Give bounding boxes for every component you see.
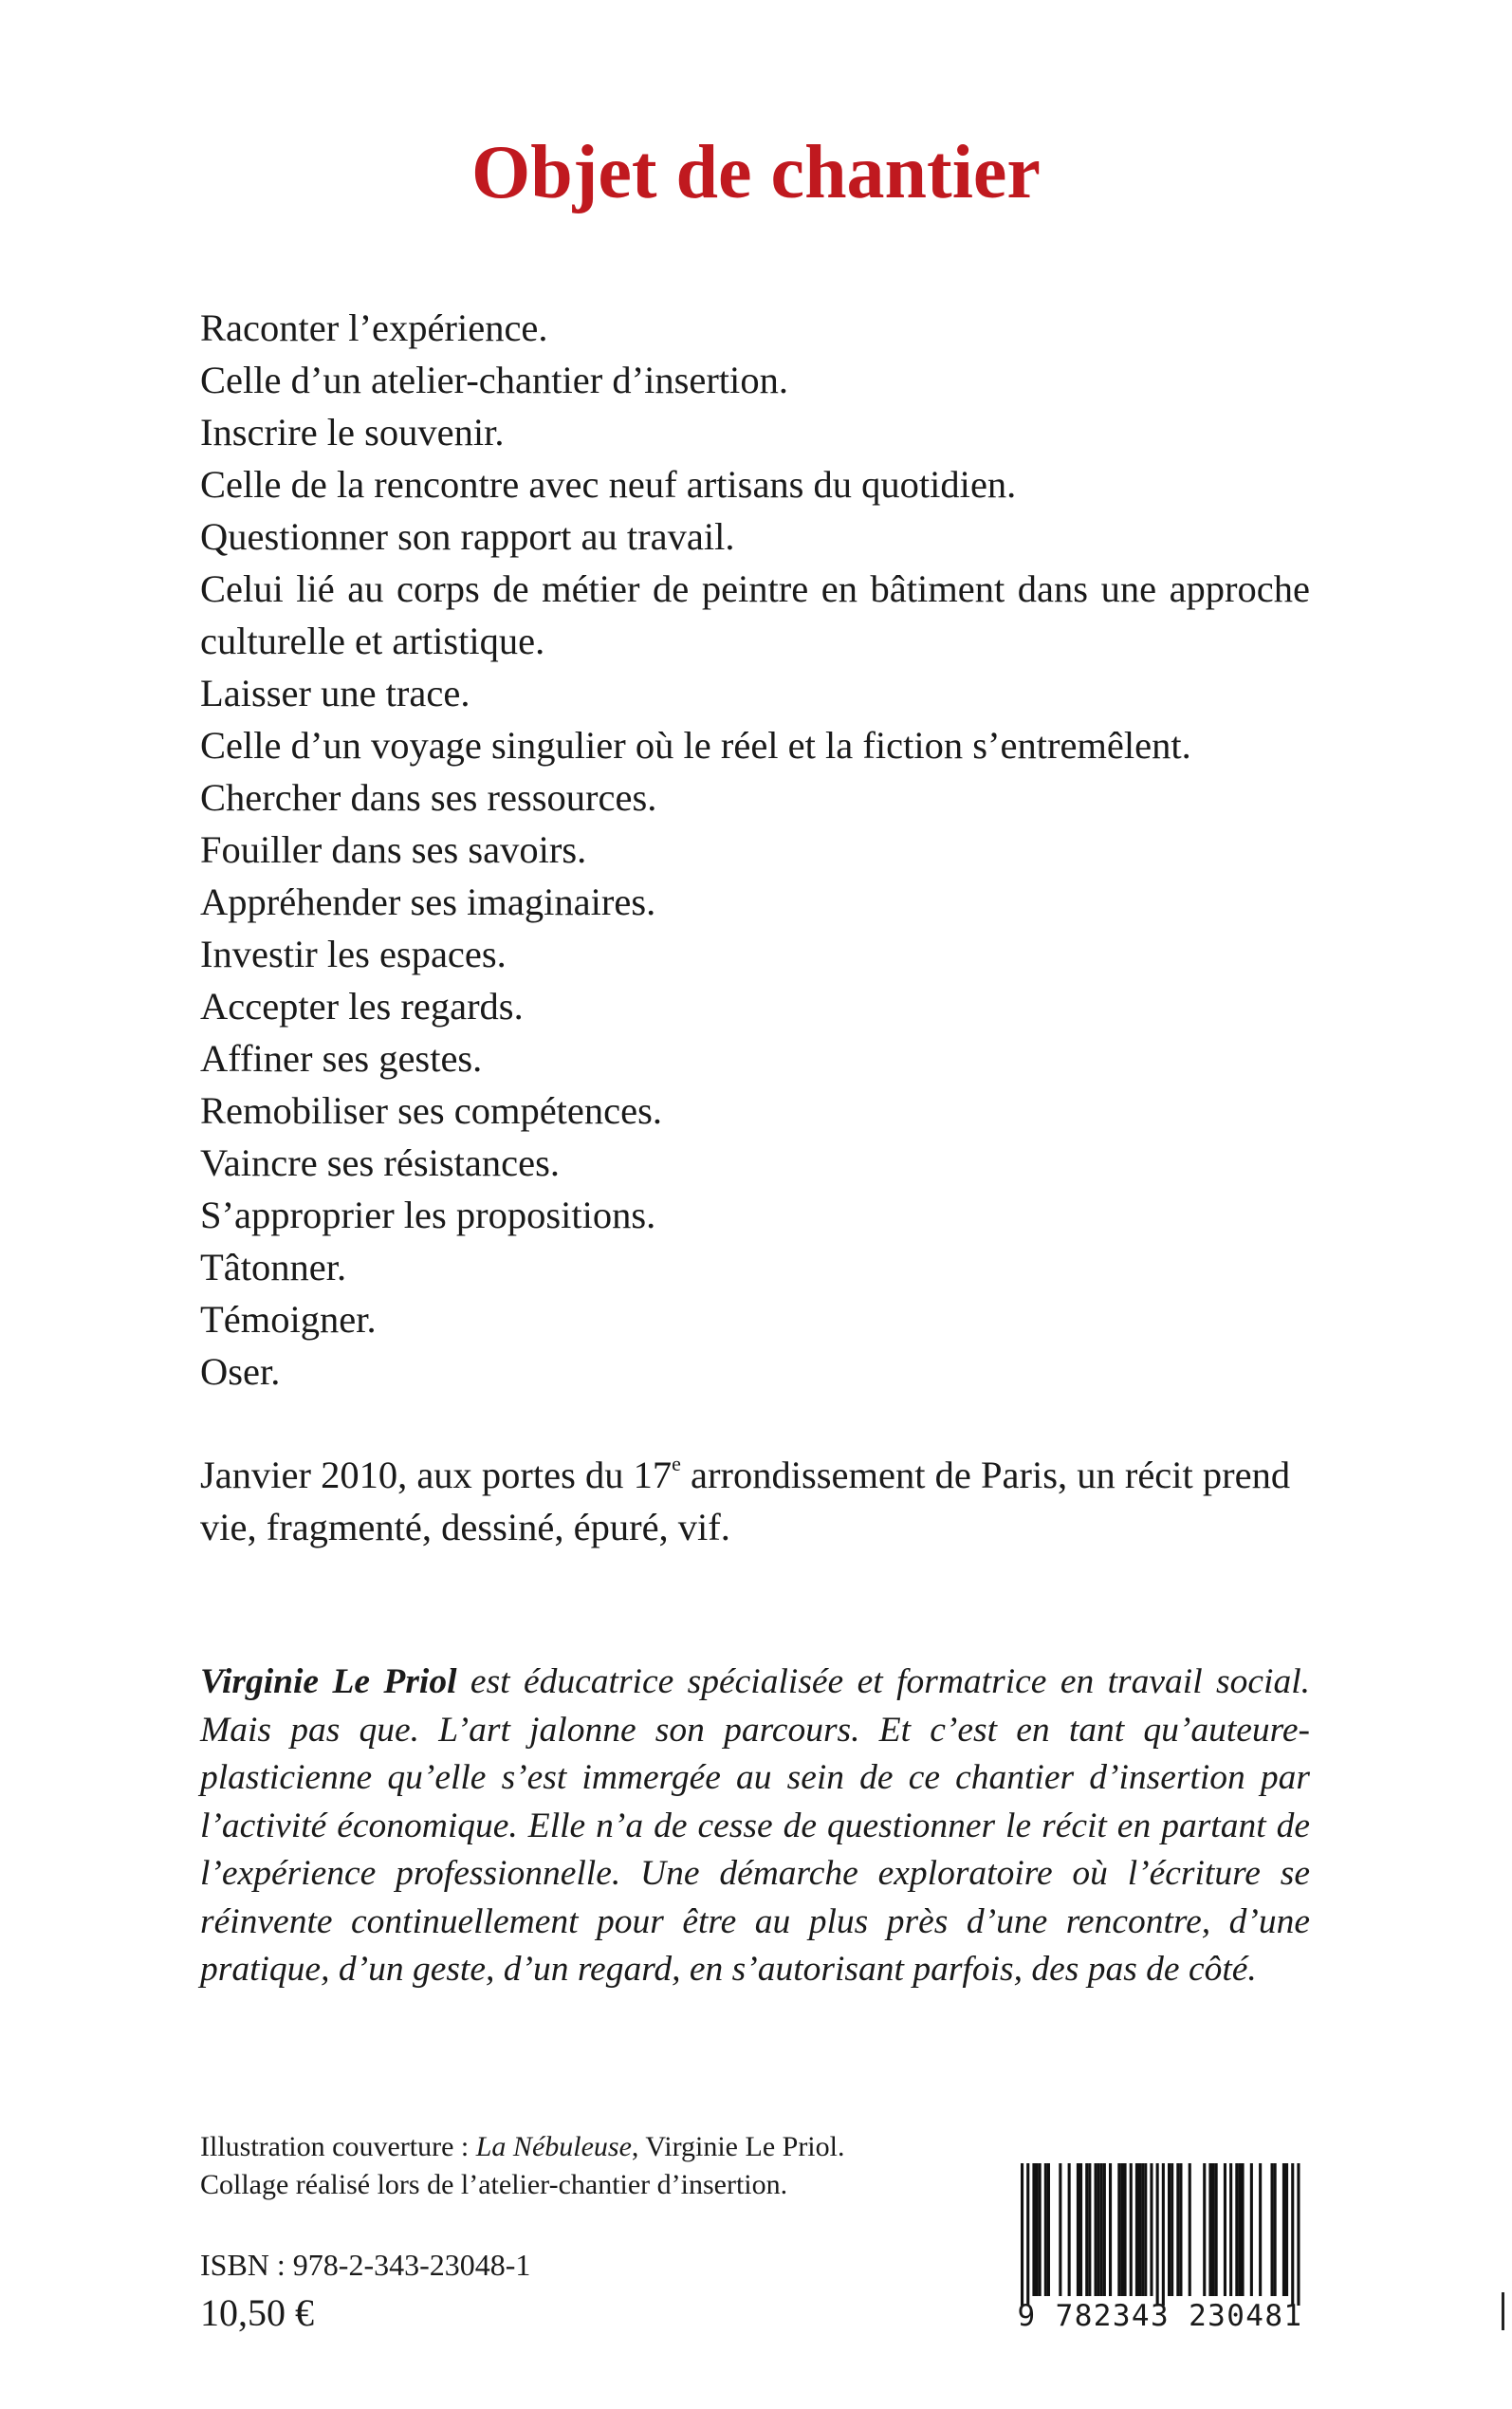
author-bio [200, 1659, 1310, 1994]
barcode-bar [1150, 2163, 1152, 2296]
barcode-bar [1168, 2163, 1171, 2296]
poem-line: S’approprier les propositions. [200, 1194, 656, 1236]
poem-line: Affiner ses gestes. [200, 1037, 483, 1080]
barcode-bar [1059, 2163, 1061, 2296]
author-name: Virginie Le Priol [200, 1662, 457, 1701]
barcode-bar [1285, 2163, 1288, 2296]
barcode-bar [1135, 2163, 1138, 2296]
poem-line: Appréhender ses imaginaires. [200, 880, 656, 923]
barcode-bar [1171, 2163, 1173, 2296]
credit-label: Illustration couverture : [200, 2131, 476, 2162]
barcode-bar [1077, 2163, 1079, 2296]
barcode-bar [1224, 2163, 1226, 2296]
barcode-bar [1250, 2163, 1253, 2296]
isbn: ISBN : 978-2-343-23048-1 [200, 2248, 531, 2282]
poem-line: Vaincre ses résistances. [200, 1141, 560, 1184]
poem-line: Inscrire le souvenir. [200, 411, 505, 454]
barcode-bar [1242, 2163, 1245, 2296]
barcode-bar [1109, 2163, 1112, 2296]
barcode-bar [1124, 2163, 1127, 2296]
barcode-bar [1032, 2163, 1035, 2296]
barcode-bar [1026, 2163, 1029, 2306]
ordinal-superscript: e [672, 1451, 681, 1475]
barcode-bar [1297, 2163, 1300, 2306]
barcode-bar [1138, 2163, 1141, 2296]
poem-line: Questionner son rapport au travail. [200, 515, 735, 558]
barcode-bar [1100, 2163, 1103, 2296]
poem-line: Chercher dans ses ressources. [200, 776, 657, 819]
cover-credits [200, 2128, 940, 2204]
barcode-bar [1120, 2163, 1123, 2296]
price: 10,50 € [200, 2291, 314, 2334]
barcode-bar [1291, 2163, 1294, 2306]
barcode-digits: 9 782343 230481 [1017, 2299, 1303, 2333]
barcode-bar [1229, 2163, 1232, 2296]
barcode-bar [1021, 2163, 1023, 2306]
barcode-bar [1274, 2163, 1277, 2296]
poem-line: Laisser une trace. [200, 672, 470, 714]
barcode-bar [1097, 2163, 1100, 2296]
barcode-bar [1238, 2163, 1241, 2296]
book-title: Objet de chantier [471, 131, 1041, 214]
barcode-bar [1036, 2163, 1039, 2296]
poem-line: Celui lié au corps de métier de peintre en bâtiment dans une approche culturelle et artistique. [200, 567, 1310, 662]
edge-mark [1502, 2292, 1504, 2330]
barcode-bar [1044, 2163, 1047, 2296]
poem-line: Accepter les regards. [200, 985, 524, 1028]
poem-line: Raconter l’expérience. [200, 306, 548, 349]
barcode-bar [1141, 2163, 1144, 2296]
poem-line: Témoigner. [200, 1298, 377, 1341]
barcode-bar [1144, 2163, 1147, 2296]
author-bio-text: est éducatrice spécialisée et formatrice en travail social. Mais pas que. L’art jalonne son parcours. Et c’est en tant qu’auteure-plasticienne qu’elle s’est immergée au sein de ce chantier d’insertion par l’activité économique. Elle n’a de cesse de questionner le récit en partant de l’expérience professionnelle. Une démarche exploratoire où l’écriture se réinvente continuellement pour être au plus près d’une rencontre, d’une pratique, d’un geste, d’un regard, en s’autorisant parfois, des pas de côté. [200, 1662, 1310, 1989]
barcode-bar [1079, 2163, 1082, 2296]
barcode-bar [1203, 2163, 1206, 2296]
barcode-bar [1235, 2163, 1238, 2296]
blurb-poem [200, 302, 1310, 1398]
barcode-bar [1039, 2163, 1042, 2296]
poem-line: Tâtonner. [200, 1246, 347, 1288]
credit-line-collage: Collage réalisé lors de l’atelier-chantier d’insertion. [200, 2169, 788, 2200]
poem-line: Remobiliser ses compétences. [200, 1089, 662, 1132]
barcode-bar [1068, 2163, 1071, 2296]
barcode-bar [1117, 2163, 1120, 2296]
barcode-bar [1212, 2163, 1215, 2296]
barcode-bar [1176, 2163, 1179, 2296]
barcode-bar [1179, 2163, 1182, 2296]
barcode-bar [1282, 2163, 1285, 2296]
barcode-bar [1259, 2163, 1262, 2296]
credit-line-illustration [200, 2128, 940, 2166]
barcode-bar [1208, 2163, 1211, 2296]
barcode-bar [1047, 2163, 1050, 2296]
barcode-bar [1162, 2163, 1165, 2306]
poem-line: Celle d’un voyage singulier où le réel et la fiction s’entremêlent. [200, 724, 1191, 767]
barcode-bar [1215, 2163, 1218, 2296]
barcode-bar [1103, 2163, 1106, 2296]
credit-work-title: La Nébuleuse [475, 2131, 632, 2162]
barcode-bar [1156, 2163, 1159, 2306]
poem-line: Oser. [200, 1350, 281, 1393]
context-text-start: Janvier 2010, aux portes du 17 [200, 1454, 673, 1496]
poem-line: Investir les espaces. [200, 933, 507, 975]
context-paragraph [200, 1449, 1310, 1553]
context-text-end: arrondissement de Paris, un récit prend vie, fragmenté, dessiné, épuré, vif. [200, 1454, 1291, 1548]
barcode-bar [1189, 2163, 1191, 2296]
barcode-bar [1085, 2163, 1088, 2296]
barcode-bar [1271, 2163, 1274, 2296]
credit-artist: , Virginie Le Priol. [631, 2131, 845, 2162]
poem-line: Celle d’un atelier-chantier d’insertion. [200, 359, 788, 401]
barcode-bar [1088, 2163, 1091, 2296]
poem-line: Fouiller dans ses savoirs. [200, 828, 587, 871]
barcode-bar [1095, 2163, 1097, 2296]
barcode-bar [1130, 2163, 1133, 2296]
poem-line: Celle de la rencontre avec neuf artisans du quotidien. [200, 463, 1017, 506]
